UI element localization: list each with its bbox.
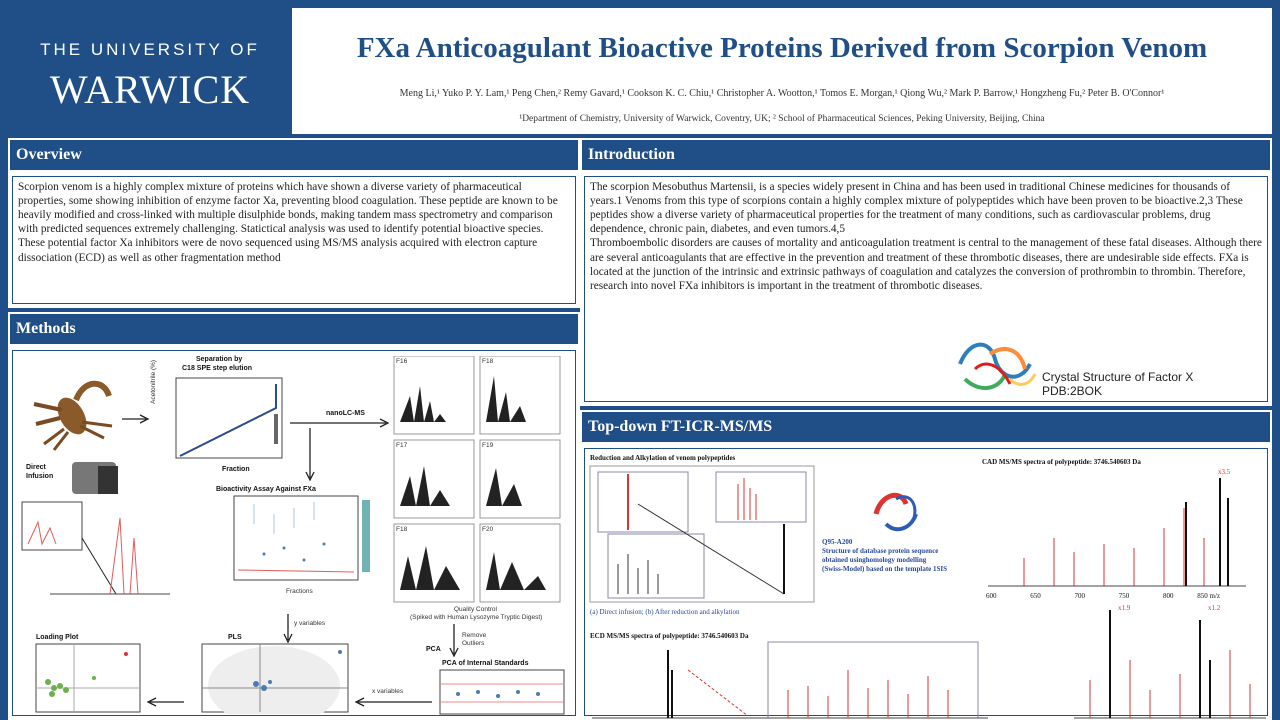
- reduction-spectra: [588, 464, 816, 604]
- scorpion-image: [24, 374, 124, 454]
- direct-infusion-spectrum: [20, 498, 170, 598]
- zoom-peak-label-1: x1.9: [1118, 604, 1131, 612]
- y-variables-label: y variables: [294, 620, 326, 627]
- direct-label: Direct: [26, 464, 46, 471]
- logo-main-text: WARWICK: [49, 67, 251, 112]
- overview-body: [8, 172, 580, 308]
- panel-label-6: F20: [482, 526, 494, 533]
- pls-plot: [200, 642, 350, 714]
- pca-internal-title: PCA of Internal Standards: [442, 660, 529, 667]
- cad-title: CAD MS/MS spectra of polypeptide: 3746.540603 Da: [982, 458, 1141, 466]
- methods-body: [8, 346, 580, 720]
- methods-heading-text: Methods: [16, 320, 76, 337]
- mass-spectrometer-icon: [64, 448, 124, 502]
- factor-x-structure-image: [950, 334, 1040, 402]
- intro-paragraph-1: The scorpion Mesobuthus Martensii, is a species widely present in China and has been used in traditional Chinese medicines for thousands of years.1 Venoms from this type of scorpions contain a highly complex mixture of polypeptides which have been proven to be bioactive.2,3 These peptides show a diverse variety of pharmaceutical properties for the treatment of many conditions, such as cardiovascular problems, drug dependence, chronic pain, diabetes, and even tumors.4,5: [590, 181, 1243, 236]
- loading-plot: [34, 642, 144, 714]
- arrow-remove-outliers: [448, 624, 460, 658]
- intro-paragraph-2: Thromboembolic disorders are causes of mortality and anticoagulation treatment is central to the management of these fatal diseases. Although there are several anticoagulants that are effective in the prevention and treatment of these thrombotic diseases, there are undesirable side effects. FXa is located at the junction of the intrinsic and extrinsic pathways of coagulation and catalyzes the conversion of prothrombin to thrombin. Therefore, research into novel FXa inhibitors is important in the treatment of thrombotic diseases.: [590, 237, 1262, 292]
- poster-header: [292, 8, 1272, 134]
- outliers-label: Outliers: [462, 640, 485, 647]
- tick-750: 750: [1118, 592, 1130, 600]
- pca-title: PCA: [426, 646, 441, 653]
- overview-heading-text: Overview: [16, 146, 82, 163]
- separation-plot: [158, 374, 288, 466]
- tick-700: 700: [1074, 592, 1085, 600]
- pls-title: PLS: [228, 634, 242, 641]
- fraction-label: Fraction: [222, 466, 250, 473]
- qc-label: Quality Control: [454, 606, 497, 613]
- affiliations: ¹Department of Chemistry, University of Warwick, Coventry, UK; ² School of Pharmaceutical Sciences, Peking University, Beijing, China: [519, 114, 1045, 124]
- cad-zoom-spectra: [1070, 600, 1270, 720]
- remove-label: Remove: [462, 632, 487, 639]
- topdown-body: [580, 444, 1272, 720]
- fractions-label: Fractions: [286, 588, 313, 595]
- bioassay-plot: [224, 494, 374, 586]
- logo-top-text: THE UNIVERSITY OF: [40, 40, 260, 59]
- tick-600: 600: [986, 592, 997, 600]
- ecd-spectrum: [588, 640, 1058, 720]
- tick-800: 800: [1163, 592, 1174, 600]
- methods-heading: [8, 312, 580, 346]
- infusion-label: Infusion: [26, 473, 54, 480]
- introduction-heading-text: Introduction: [588, 146, 675, 163]
- introduction-body: [580, 172, 1272, 406]
- arrow-x-variables: [354, 696, 434, 708]
- university-logo: [8, 8, 292, 134]
- loading-plot-title: Loading Plot: [36, 634, 79, 641]
- panel-label-3: F17: [396, 442, 408, 449]
- structure-note-3: obtained usinghomology modelling: [822, 556, 927, 564]
- structure-note-4: (Swiss-Model) based on the template 1SIS: [822, 565, 948, 573]
- poster-title: FXa Anticoagulant Bioactive Proteins Derived from Scorpion Venom: [356, 32, 1208, 64]
- structure-caption-2: PDB:2BOK: [1042, 384, 1103, 398]
- arrow-down-bioassay: [304, 428, 316, 484]
- separation-title: Separation by: [196, 356, 243, 363]
- introduction-heading: [580, 138, 1272, 172]
- structure-note-1: Q95-A200: [822, 538, 853, 546]
- panel-label-5: F18: [396, 526, 408, 533]
- direct-caption: (a) Direct infusion; (b) After reduction and alkylation: [590, 608, 740, 616]
- overview-text: Scorpion venom is a highly complex mixture of proteins which have shown a diverse variety of pharmaceutical properties, some showing inhibition of enzyme factor Xa, preventing blood coagulation. These peptide are known to be heavily modified and cross-linked with multiple disulphide bonds, making tandem mass spectrometry and comparison with predicted sequences extremely challenging. Statictical analysis was used to identify potential bioactive species. These potential factor Xa inhibitors were de novo sequenced using MS/MS analysis acquired with electron capture dissociation (ECD) as well as other fragmentation method: [18, 181, 558, 264]
- modelled-structure-image: [866, 484, 926, 536]
- arrow-y-variables: [282, 614, 294, 644]
- structure-note-2: Structure of database protein sequence: [822, 547, 939, 555]
- panel-label-2: F18: [482, 358, 494, 365]
- qc-label-2: (Spiked with Human Lysozyme Tryptic Digest): [410, 614, 543, 621]
- tick-850: 850 m/z: [1197, 592, 1220, 600]
- cad-spectrum: [984, 468, 1254, 588]
- arrow-to-loading: [146, 696, 186, 708]
- reduction-title: Reduction and Alkylation of venom polypeptides: [590, 454, 736, 462]
- panel-label-4: F19: [482, 442, 494, 449]
- panel-label-1: F16: [396, 358, 408, 365]
- chromatogram-panels: [390, 356, 566, 606]
- zoom-peak-label-2: x1.2: [1208, 604, 1221, 612]
- ecd-title: ECD MS/MS spectra of polypeptide: 3746.540603 Da: [590, 632, 749, 640]
- bioassay-title: Bioactivity Assay Against FXa: [216, 486, 316, 493]
- arrow-to-separation: [122, 414, 152, 424]
- separation-title-2: C18 SPE step elution: [182, 365, 253, 372]
- cad-peak-label: x3.5: [1218, 468, 1231, 476]
- overview-heading: [8, 138, 580, 172]
- x-variables-label: x variables: [372, 688, 404, 695]
- topdown-heading-text: Top-down FT-ICR-MS/MS: [588, 418, 773, 435]
- tick-650: 650: [1030, 592, 1041, 600]
- structure-caption-1: Crystal Structure of Factor X: [1042, 370, 1194, 384]
- pca-plot: [438, 668, 566, 716]
- nanolc-label: nanoLC-MS: [326, 410, 365, 417]
- author-list: Meng Li,¹ Yuko P. Y. Lam,¹ Peng Chen,² Remy Gavard,¹ Cookson K. C. Chiu,¹ Christopher A. Wootton,¹ Tomos E. Morgan,¹ Qiong Wu,² Mark P. Barrow,¹ Hongzheng Fu,² Peter B. O'Connor¹: [399, 88, 1165, 99]
- topdown-heading: [580, 410, 1272, 444]
- acetonitrile-axis: Acetonitrile (%): [150, 359, 157, 404]
